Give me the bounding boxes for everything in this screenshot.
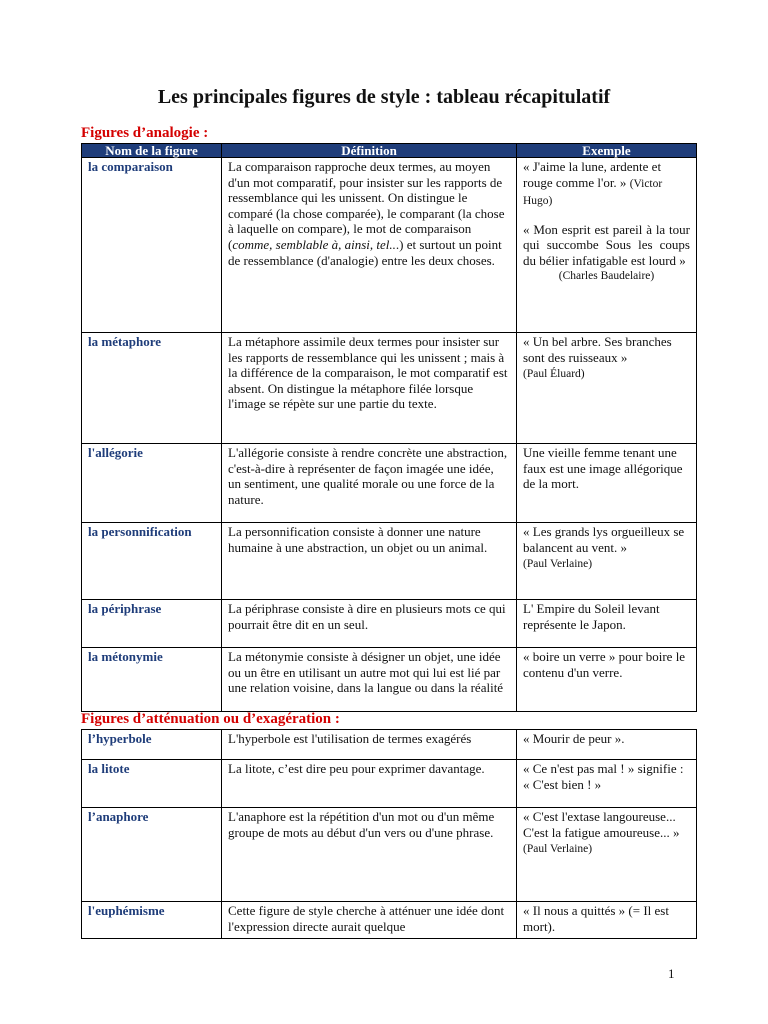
table-header-row xyxy=(82,144,697,158)
figure-name: la métaphore xyxy=(82,333,222,444)
figure-name: l'allégorie xyxy=(82,444,222,523)
example-text: « J'aime la lune, ardente et rouge comme l'or. » xyxy=(523,159,662,190)
figure-definition: La périphrase consiste à dire en plusieurs mots ce qui pourrait être dit en un seul. xyxy=(222,600,517,648)
figure-example xyxy=(517,600,697,648)
figure-name: l’anaphore xyxy=(82,808,222,902)
example-text: « Les grands lys orgueilleux se balancent au vent. » xyxy=(523,524,685,555)
example-author: (Paul Verlaine) xyxy=(523,843,593,856)
example-text: « boire un verre » pour boire le contenu d'un verre. xyxy=(523,649,686,680)
figure-name: la litote xyxy=(82,760,222,808)
figure-definition: La métaphore assimile deux termes pour insister sur les rapports de ressemblance qui les unissent ; mais à la différence de la comparaison, le mot comparatif est absent. On distingue la métaphore filée lorsque l'image se répète sur une partie du texte. xyxy=(222,333,517,444)
figure-name: l'euphémisme xyxy=(82,902,222,939)
figure-example xyxy=(517,333,697,444)
figure-example xyxy=(517,158,697,333)
figure-definition xyxy=(222,158,517,333)
header-example: Exemple xyxy=(517,144,697,158)
table-row xyxy=(82,902,697,939)
figure-example xyxy=(517,902,697,939)
table-row xyxy=(82,648,697,712)
figure-definition: Cette figure de style cherche à atténuer une idée dont l'expression directe aurait quelque xyxy=(222,902,517,939)
example-text: « Mourir de peur ». xyxy=(523,731,625,746)
definition-text-end: .) et surtout un point de ressemblance (d'analogie) entre les deux choses. xyxy=(228,236,502,268)
table-row xyxy=(82,158,697,333)
table-row xyxy=(82,444,697,523)
figure-definition: La litote, c’est dire peu pour exprimer davantage. xyxy=(222,760,517,808)
example-text-2: « Mon esprit est pareil à la tour qui succombe Sous les coups du bélier infatigable est lourd » xyxy=(523,221,690,268)
figure-example xyxy=(517,808,697,902)
example-author: (Paul Verlaine) xyxy=(523,558,593,571)
example-text: L' Empire du Soleil levant représente le Japon. xyxy=(523,601,660,632)
definition-italic: comme, semblable à, ainsi, tel.. xyxy=(232,236,396,252)
table-row xyxy=(82,333,697,444)
example-text: Une vieille femme tenant une faux est une image allégorique de la mort. xyxy=(523,445,683,492)
figure-definition: L'allégorie consiste à rendre concrète une abstraction, c'est-à-dire à représenter de façon imagée une idée, un sentiment, une qualité morale ou une force de la nature. xyxy=(222,444,517,523)
table-row xyxy=(82,730,697,760)
header-name: Nom de la figure xyxy=(82,144,222,158)
document-title: Les principales figures de style : tableau récapitulatif xyxy=(157,86,611,108)
figure-name: l’hyperbole xyxy=(82,730,222,760)
attenuation-table xyxy=(81,729,697,939)
example-author: (Victor Hugo) xyxy=(523,177,663,208)
figure-name: la comparaison xyxy=(82,158,222,333)
table-row xyxy=(82,760,697,808)
figure-example xyxy=(517,523,697,600)
figure-definition: La métonymie consiste à désigner un objet, une idée ou un être en utilisant un autre mot qui lui est lié par une relation voisine, dans la langue ou dans la réalité xyxy=(222,648,517,712)
figure-example xyxy=(517,760,697,808)
figure-example xyxy=(517,648,697,712)
example-text: « Ce n'est pas mal ! » signifie : « C'est bien ! » xyxy=(523,761,684,792)
table-row xyxy=(82,523,697,600)
figure-name: la métonymie xyxy=(82,648,222,712)
section-heading-attenuation: Figures d’atténuation ou d’exagération : xyxy=(81,711,340,727)
example-text: « Un bel arbre. Ses branches sont des ruisseaux » xyxy=(523,334,672,365)
header-definition: Définition xyxy=(222,144,517,158)
example-author: (Paul Éluard) xyxy=(523,368,585,381)
page-number: 1 xyxy=(668,966,675,981)
figure-definition: L'hyperbole est l'utilisation de termes exagérés xyxy=(222,730,517,760)
section-heading-analogie: Figures d’analogie : xyxy=(81,125,209,141)
analogie-table xyxy=(81,143,697,712)
figure-example xyxy=(517,730,697,760)
definition-text: La comparaison rapproche deux termes, au moyen d'un mot comparatif, pour insister sur les rapports de ressemblance qui les unissent. On distingue le comparé (la chose comparée), le comparant (la chose à laquelle on compare), le mot de comparaison ( xyxy=(228,159,505,252)
figure-definition: La personnification consiste à donner une nature humaine à une abstraction, un objet ou un animal. xyxy=(222,523,517,600)
table-row xyxy=(82,808,697,902)
table-row xyxy=(82,600,697,648)
figure-definition: L'anaphore est la répétition d'un mot ou d'un même groupe de mots au début d'un vers ou d'une phrase. xyxy=(222,808,517,902)
figure-example xyxy=(517,444,697,523)
figure-name: la personnification xyxy=(82,523,222,600)
example-author-2: (Charles Baudelaire) xyxy=(558,269,655,282)
figure-name: la périphrase xyxy=(82,600,222,648)
example-text: « C'est l'extase langoureuse... C'est la fatigue amoureuse... » xyxy=(523,809,680,840)
example-text: « Il nous a quittés » (= Il est mort). xyxy=(523,903,669,934)
